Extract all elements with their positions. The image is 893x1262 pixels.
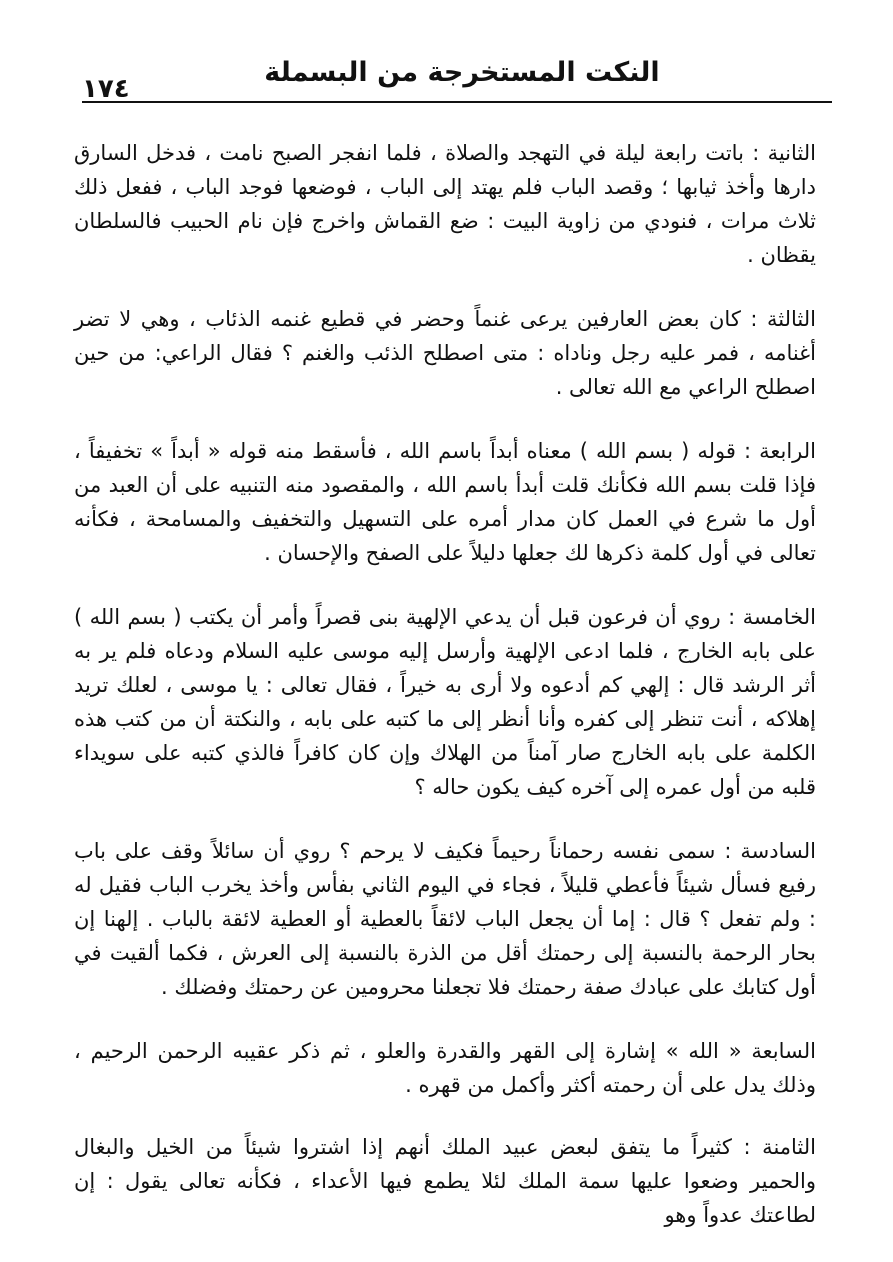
paragraph-third: الثالثة : كان بعض العارفين يرعى غنماً وحضر في قطيع غنمه الذئاب ، وهي لا تضر أغنامه ، فمر عليه رجل وناداه : متى اصطلح الذئب والغنم ؟ فقال الراعي: من حين اصطلح الراعي مع الله تعالى .	[74, 307, 816, 399]
paragraph-eighth: الثامنة : كثيراً ما يتفق لبعض عبيد الملك أنهم إذا اشتروا شيئاً من الخيل والبغال والحمير وضعوا عليها سمة الملك لئلا يطمع فيها الأعداء ، فكأنه تعالى يقول : إن لطاعتك عدواً وهو	[74, 1135, 816, 1227]
paragraph-sixth: السادسة : سمى نفسه رحماناً رحيماً فكيف لا يرحم ؟ روي أن سائلاً وقف على باب رفيع فسأل شيئاً فأعطي قليلاً ، فجاء في اليوم الثاني بفأس وأخذ يخرب الباب فقيل له : ولم تفعل ؟ قال : إما أن يجعل الباب لائقاً بالعطية أو العطية لائقة بالباب . إلهنا إن بحار الرحمة بالنسبة إلى رحمتك أقل من الذرة بالنسبة إلى العرش ، فكما ألقيت في أول كتابك على عبادك صفة رحمتك فلا تجعلنا محرومين عن رحمتك وفضلك .	[74, 839, 816, 999]
running-title: النكت المستخرجة من البسملة	[264, 57, 660, 88]
page-body	[74, 136, 816, 1262]
paragraph-fifth: الخامسة : روي أن فرعون قبل أن يدعي الإلهية بنى قصراً وأمر أن يكتب ( بسم الله ) على بابه الخارج ، فلما ادعى الإلهية وأرسل إليه موسى عليه السلام ودعاه فلم ير به أثر الرشد قال : إلهي كم أدعوه ولا أرى به خيراً ، فقال تعالى : يا موسى ، لعلك تريد إهلاكه ، أنت تنظر إلى كفره وأنا أنظر إلى ما كتبه على بابه ، والنكتة أن من كتب هذه الكلمة على بابه الخارج صار آمناً من الهلاك وإن كان كافراً فالذي كتبه على سويداء قلبه من أول عمره إلى آخره كيف يكون حاله ؟	[74, 605, 816, 799]
header-rule	[82, 101, 832, 103]
paragraph-fourth: الرابعة : قوله ( بسم الله ) معناه أبداً باسم الله ، فأسقط منه قوله « أبداً » تخفيفاً ، فإذا قلت بسم الله فكأنك قلت أبدأ باسم الله ، والمقصود منه التنبيه على أن العبد من أول ما شرع في العمل كان مدار أمره على التسهيل والتخفيف والمسامحة ، فكأنه تعالى في أول كلمة ذكرها لك جعلها دليلاً على الصفح والإحسان .	[74, 439, 816, 565]
page-number: ١٧٤	[82, 74, 130, 104]
page-header	[82, 52, 842, 106]
paragraph-seventh: السابعة « الله » إشارة إلى القهر والقدرة والعلو ، ثم ذكر عقيبه الرحمن الرحيم ، وذلك يدل على أن رحمته أكثر وأكمل من قهره .	[74, 1039, 816, 1097]
paragraph-second: الثانية : باتت رابعة ليلة في التهجد والصلاة ، فلما انفجر الصبح نامت ، فدخل السارق دارها وأخذ ثيابها ؛ وقصد الباب فلم يهتد إلى الباب ، فوضعها فوجد الباب ، ففعل ذلك ثلاث مرات ، فنودي من زاوية البيت : ضع القماش واخرج فإن نام الحبيب فالسلطان يقظان .	[74, 141, 816, 267]
